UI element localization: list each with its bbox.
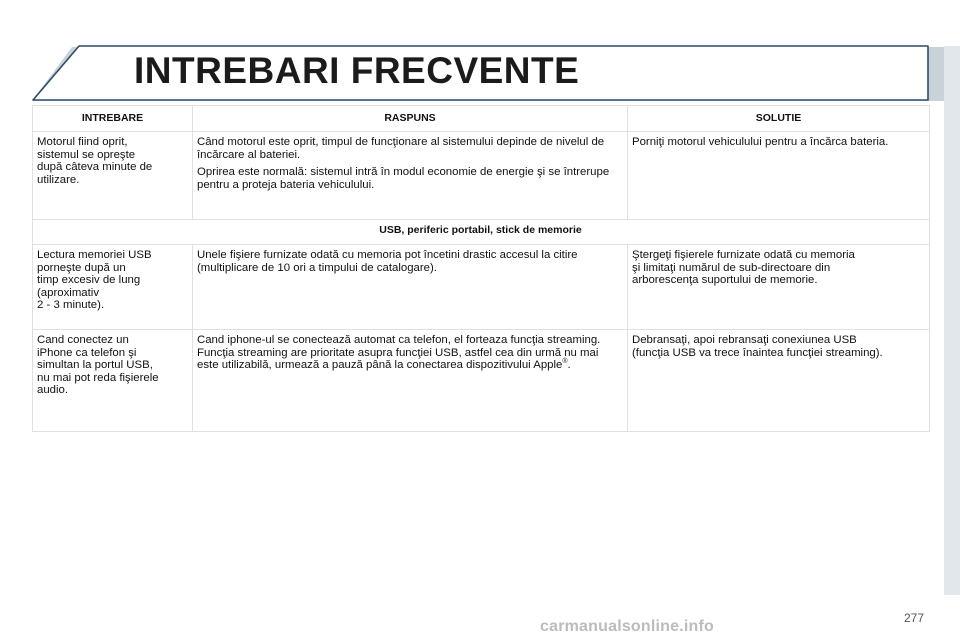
- column-header-question: INTREBARE: [33, 106, 193, 132]
- answer-text-end: .: [567, 359, 571, 372]
- table-row: [33, 330, 930, 432]
- answer-paragraph: Când motorul este oprit, timpul de funcţionare al sistemului depinde de nivelul de încărcare al bateriei.: [197, 136, 605, 161]
- answer-text: Unele fişiere furnizate odată cu memoria pot încetini drastic accesul la citire (multiplicare de 10 ori a timpului de catalogare).: [197, 249, 578, 274]
- answer-text: Cand iphone-ul se conectează automat ca telefon, el forteaza funcţia streaming. Funcţia streaming are prioritate asupra funcţiei USB, astfel cea din urmă nu mai este utilizabilă, urmează a pauză până la conectarea dispozitivului Apple: [197, 334, 601, 372]
- page-number: 277: [904, 611, 925, 625]
- answer-paragraph: Oprirea este normală: sistemul intră în modul economie de energie şi se întrerupe pentru a proteja bateria vehiculului.: [197, 166, 610, 191]
- answer-cell: [193, 245, 628, 330]
- table-row: [33, 132, 930, 220]
- column-header-answer: RASPUNS: [193, 106, 628, 132]
- question-text: Lectura memoriei USB porneşte după un timp excesiv de lung (aproximativ 2 - 3 minute).: [37, 249, 152, 312]
- question-cell: [33, 330, 193, 432]
- solution-text: Debransaţi, apoi rebransaţi conexiunea USB (funcţia USB va trece înaintea funcţiei streaming).: [632, 334, 883, 359]
- answer-cell: [193, 132, 628, 220]
- column-header-solution: SOLUTIE: [628, 106, 930, 132]
- faq-table: [32, 105, 930, 432]
- solution-text: Ştergeţi fişierele furnizate odată cu memoria şi limitaţi numărul de sub-directoare din arborescenţa suportului de memorie.: [632, 249, 855, 287]
- question-cell: [33, 245, 193, 330]
- question-cell: [33, 132, 193, 220]
- answer-cell: [193, 330, 628, 432]
- side-decor-bar: [944, 46, 960, 595]
- solution-cell: [628, 330, 930, 432]
- table-row: [33, 245, 930, 330]
- solution-cell: [628, 132, 930, 220]
- question-text: Motorul fiind oprit, sistemul se opreşte după câteva minute de utilizare.: [37, 136, 153, 186]
- solution-cell: [628, 245, 930, 330]
- solution-text: Porniţi motorul vehiculului pentru a încărca bateria.: [632, 136, 889, 148]
- section-heading: USB, periferic portabil, stick de memorie: [33, 220, 930, 245]
- registered-mark: ®: [562, 358, 568, 366]
- watermark: carmanualsonline.info: [540, 618, 715, 635]
- page-title: INTREBARI FRECVENTE: [134, 50, 580, 91]
- section-row: [33, 220, 930, 245]
- question-text: Cand conectez un iPhone ca telefon şi simultan la portul USB, nu mai pot reda fişierele audio.: [37, 334, 159, 397]
- table-header-row: [33, 106, 930, 132]
